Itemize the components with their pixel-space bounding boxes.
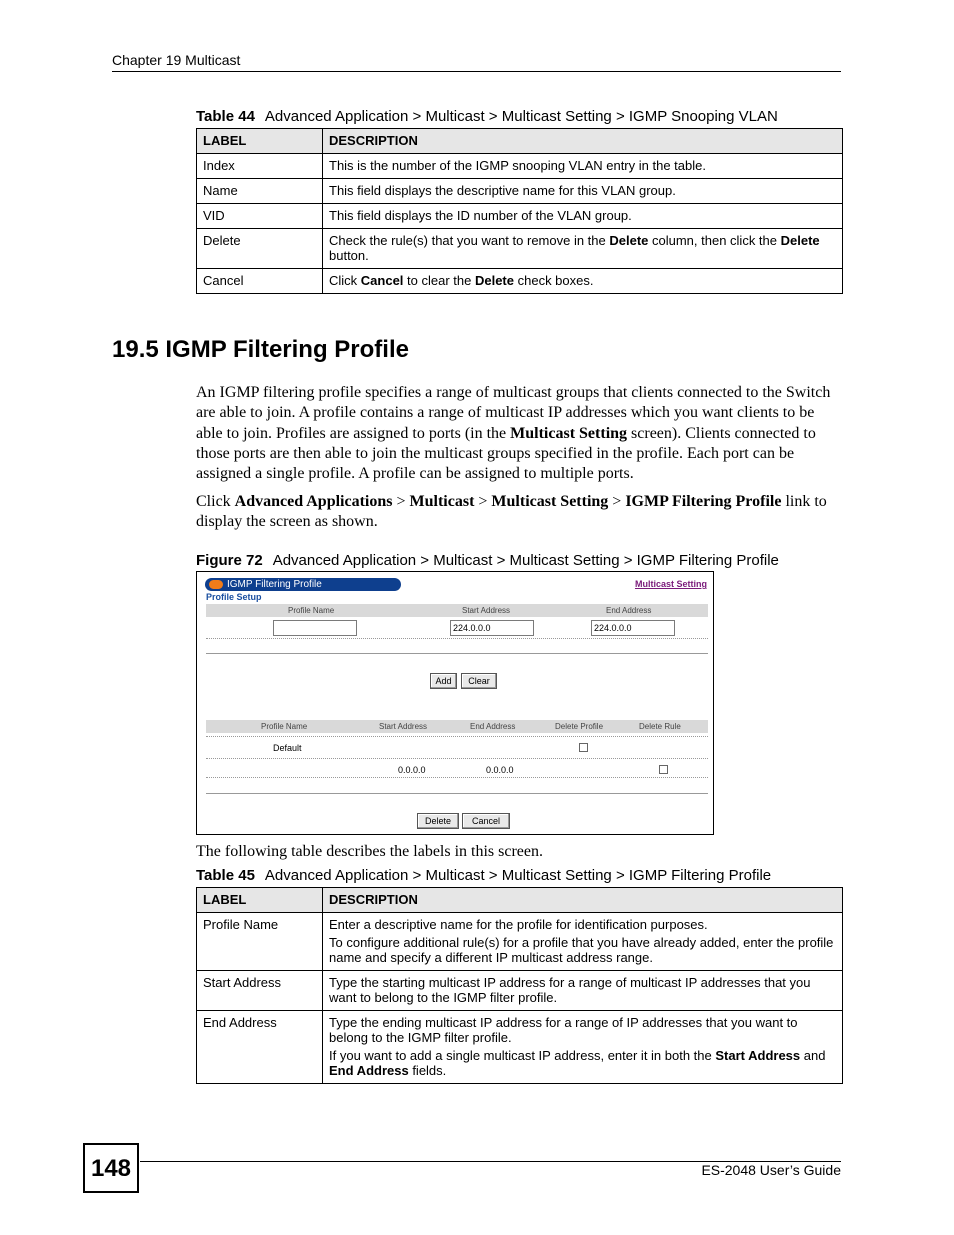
section-heading: 19.5 IGMP Filtering Profile [112, 336, 409, 363]
add-button[interactable]: Add [430, 673, 457, 689]
row-label: End Address [197, 1011, 323, 1084]
section-divider [206, 793, 708, 794]
row-description: Check the rule(s) that you want to remove in the Delete column, then click the Delete button. [323, 229, 843, 269]
col-label: LABEL [197, 129, 323, 154]
figure-screenshot [196, 571, 714, 835]
header-rule [112, 71, 841, 72]
row-label: Profile Name [197, 913, 323, 971]
row-label: Cancel [197, 269, 323, 294]
chapter-header: Chapter 19 Multicast [112, 52, 241, 68]
row-description: This field displays the descriptive name for this VLAN group. [323, 179, 843, 204]
figure-title: Advanced Application > Multicast > Multicast Setting > IGMP Filtering Profile [272, 552, 779, 569]
row-description: This is the number of the IGMP snooping VLAN entry in the table. [323, 154, 843, 179]
navigation-paragraph: Click Advanced Applications > Multicast > Multicast Setting > IGMP Filtering Profile link to display the screen as shown. [196, 493, 827, 531]
row-description: Type the ending multicast IP address for a range of IP addresses that you want to belong to the IGMP filter profile. If you want to add a single multicast IP address, enter it in both the Start Address and End Address fields. [323, 1011, 843, 1084]
clear-button[interactable]: Clear [461, 673, 497, 689]
profile-name-input[interactable] [273, 620, 357, 636]
tab-marker-icon [209, 580, 223, 589]
guide-title: ES-2048 User’s Guide [701, 1162, 841, 1178]
start-address-input[interactable]: 224.0.0.0 [450, 620, 534, 636]
dotted-divider [206, 777, 708, 778]
start-address-cell: 0.0.0.0 [398, 765, 426, 775]
table-row [197, 179, 843, 204]
table-row [197, 269, 843, 294]
delete-profile-checkbox[interactable] [579, 743, 588, 752]
dotted-divider [206, 638, 708, 639]
cancel-button[interactable]: Cancel [462, 813, 510, 829]
table-row [197, 204, 843, 229]
list-header: Profile Name Start Address End Address Delete Profile Delete Rule [206, 720, 708, 733]
profile-setup-title: Profile Setup [206, 592, 262, 602]
table44-title: Advanced Application > Multicast > Multicast Setting > IGMP Snooping VLAN [264, 108, 778, 125]
col-label: LABEL [197, 888, 323, 913]
dotted-divider [206, 758, 708, 759]
row-description: Type the starting multicast IP address for a range of multicast IP addresses that you want to belong to the IGMP filter profile. [323, 971, 843, 1011]
row-label: Index [197, 154, 323, 179]
dotted-divider [206, 736, 708, 737]
table45-title: Advanced Application > Multicast > Multicast Setting > IGMP Filtering Profile [264, 867, 772, 884]
row-label: VID [197, 204, 323, 229]
col-description: DESCRIPTION [323, 129, 843, 154]
table44-number: Table 44 [196, 108, 255, 125]
row-description: Click Cancel to clear the Delete check boxes. [323, 269, 843, 294]
col-description: DESCRIPTION [323, 888, 843, 913]
end-address-cell: 0.0.0.0 [486, 765, 514, 775]
row-label: Delete [197, 229, 323, 269]
figure-number: Figure 72 [196, 552, 263, 569]
table44-caption [196, 108, 778, 125]
table44 [196, 128, 843, 294]
section-divider [206, 653, 708, 654]
following-text: The following table describes the labels in this screen. [196, 843, 544, 860]
delete-rule-checkbox[interactable] [659, 765, 668, 774]
table45-caption [196, 867, 771, 884]
table45-number: Table 45 [196, 867, 255, 884]
page-number: 148 [83, 1143, 139, 1193]
profile-name-cell: Default [273, 743, 302, 753]
row-description: This field displays the ID number of the VLAN group. [323, 204, 843, 229]
row-description: Enter a descriptive name for the profile for identification purposes. To configure additional rule(s) for a profile that you have already added, enter the profile name and specify a different IP multicast address range. [323, 913, 843, 971]
row-label: Name [197, 179, 323, 204]
figure-caption [196, 552, 779, 569]
form-header: Profile Name Start Address End Address [206, 604, 708, 617]
table45 [196, 887, 843, 1084]
row-label: Start Address [197, 971, 323, 1011]
table-row [197, 229, 843, 269]
table-row [197, 154, 843, 179]
table-header-row [197, 129, 843, 154]
table-row [197, 1011, 843, 1084]
intro-paragraph: An IGMP filtering profile specifies a range of multicast groups that clients connected to the Switch are able to join. A profile contains a range of multicast IP addresses which you want clients to be able to join. Profiles are assigned to ports (in the Multicast Setting screen). Clients connected to those ports are then able to join the multicast groups specified in the profile. Each port can be assigned a single profile. A profile can be assigned to multiple ports. [196, 384, 831, 483]
table-row [197, 971, 843, 1011]
table-header-row [197, 888, 843, 913]
table-row [197, 913, 843, 971]
multicast-setting-link[interactable]: Multicast Setting [634, 579, 707, 589]
screen-title-tab: IGMP Filtering Profile [205, 578, 401, 591]
end-address-input[interactable]: 224.0.0.0 [591, 620, 675, 636]
delete-button[interactable]: Delete [417, 813, 459, 829]
